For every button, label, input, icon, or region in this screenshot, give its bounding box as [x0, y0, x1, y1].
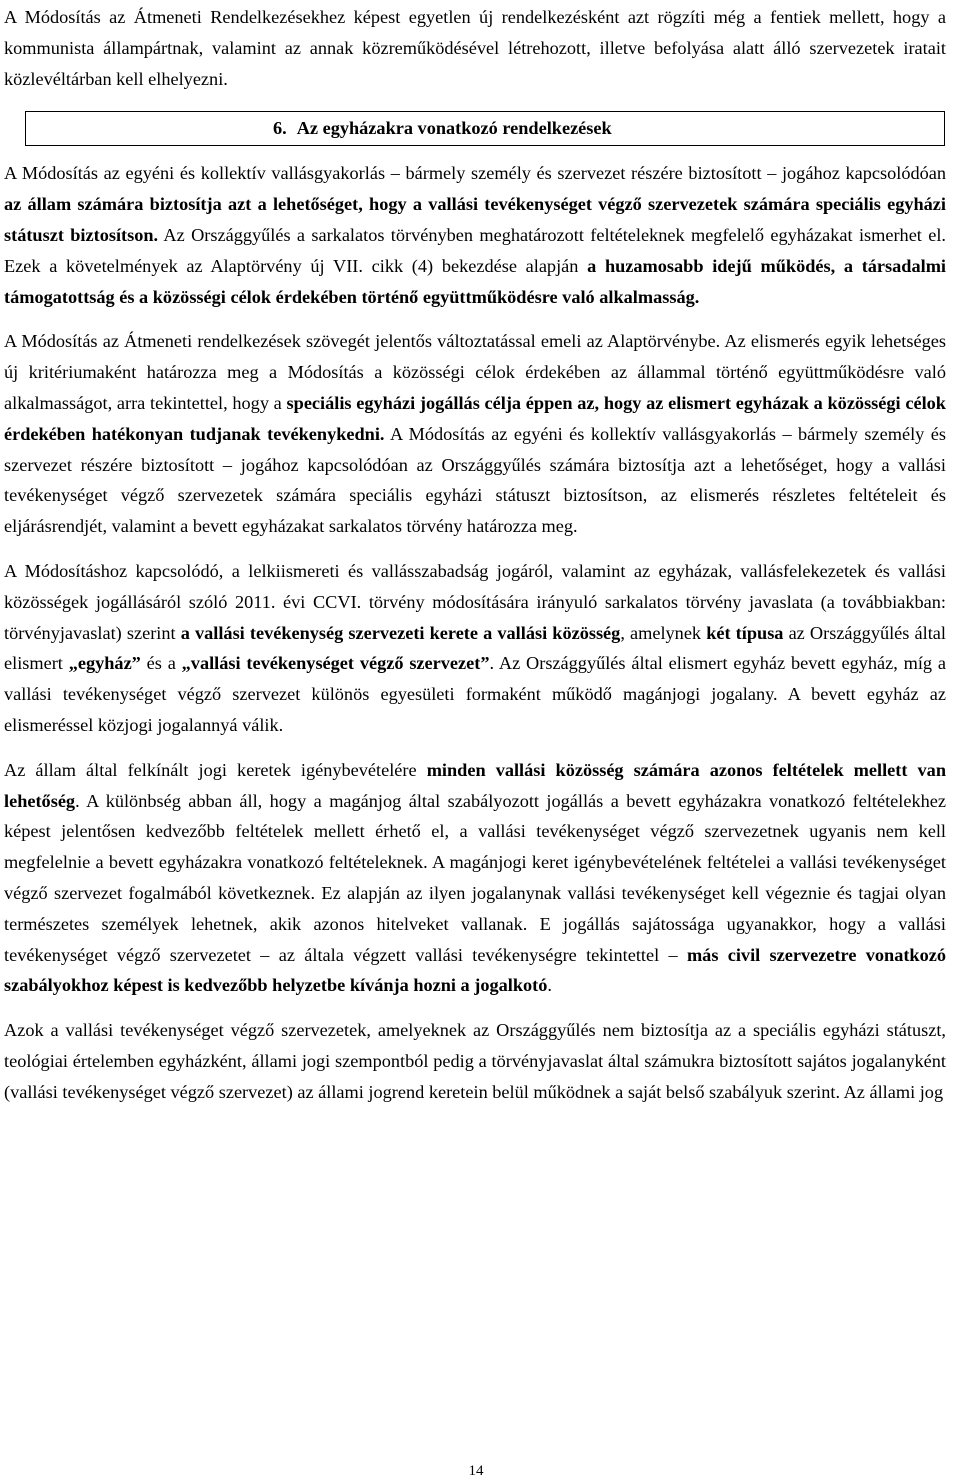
text-run: . A különbség abban áll, hogy a magánjog által szabályozott jogállás a bevett egyházakra vonatkozó feltételekhez képest jelentősen kedvezőbb feltételek mellett érhető el, a vallási tevékenységet végző szervezetnek ugyanis nem kell megfelelnie a bevett egyházakra vonatkozó feltételeknek. A magánjogi keret igénybevételének feltételei a vallási tevékenységet végző szervezet fogalmából következnek. Ez alapján az ilyen jogalanynak vallási tevékenységet kell végeznie és tagjai olyan természetes személyek lehetnek, akik azonos hitelveket vallanak. E jogállás sajátossága ugyanakkor, hogy a vallási tevékenységet végző szervezetet – az általa végzett vallási tevékenységre tekintettel – — [4, 790, 946, 965]
bold-text-run: minden vallási közösség számára azonos feltételek mellett van lehetőség — [4, 759, 946, 811]
page-number: 14 — [468, 1463, 484, 1479]
paragraph-4 — [4, 755, 946, 1001]
text-run: és a — [140, 653, 182, 674]
bold-text-run: „egyház” — [68, 653, 141, 674]
paragraph-1 — [4, 158, 946, 312]
text-run: az Országgyűlés által elismert — [4, 622, 946, 674]
bold-text-run: más civil szervezetre vonatkozó szabályokhoz képest is kedvezőbb helyzetbe kívánja hozni a jogalkotó — [4, 944, 946, 996]
text-run: Az állam által felkínált jogi keretek igénybevételére — [4, 759, 427, 780]
bold-text-run: speciális egyházi jogállás célja éppen az, hogy az elismert egyházak a közösségi célok érdekében hatékonyan tudjanak tevékenykedni. — [4, 392, 946, 444]
text-run: . — [547, 975, 552, 996]
paragraph-3 — [4, 556, 946, 741]
section-title: Az egyházakra vonatkozó rendelkezések — [296, 118, 612, 139]
text-run: , amelynek — [620, 622, 707, 643]
text-run: . Az Országgyűlés által elismert egyház bevett egyház, míg a vallási tevékenységet végző szervezet különös egyesületi formaként működő magánjogi jogalany. A bevett egyház az elismeréssel közjogi jogalannyá válik. — [4, 653, 946, 735]
section-number: 6. — [273, 118, 287, 139]
bold-text-run: a huzamosabb idejű működés, a társadalmi támogatottság és a közösségi célok érdekében történő együttműködésre való alkalmasság. — [4, 255, 946, 307]
text-run: A Módosítás az Átmeneti rendelkezések szövegét jelentős változtatással emeli az Alaptörvénybe. Az elismerés egyik lehetséges új kritériumaként határozza meg a Módosítás a közösségi célok érdekében az állammal történő együttműködésre való alkalmasságot, arra tekintettel, hogy a — [4, 331, 946, 413]
section-heading — [25, 111, 945, 146]
text-run: A Módosítás az egyéni és kollektív vallásgyakorlás – bármely személy és szervezet részére biztosított – jogához kapcsolódóan az Országgyűlés számára biztosítja azt a lehetőséget, hogy a vallási tevékenységet végző szervezetek számára speciális egyházi státuszt biztosítson, az elismerés részletes feltételeit és eljárásrendjét, valamint a bevett egyházakat sarkalatos törvény határozza meg. — [4, 423, 946, 537]
paragraph-5: Azok a vallási tevékenységet végző szervezetek, amelyeknek az Országgyűlés nem biztosítja az a speciális egyházi státuszt, teológiai értelemben egyházként, állami jogi szempontból pedig a törvényjavaslat által számukra biztosított sajátos jogalanyként (vallási tevékenységet végző szervezet) az állami jogrend keretein belül működnek a saját belső szabályuk szerint. Az állami jog — [4, 1020, 946, 1102]
text-run: A Módosításhoz kapcsolódó, a lelkiismereti és vallásszabadság jogáról, valamint az egyházak, vallásfelekezetek és vallási közösségek jogállásáról szóló 2011. évi CCVI. törvény módosítására irányuló sarkalatos törvény javaslata (a továbbiakban: törvényjavaslat) szerint — [4, 560, 946, 643]
text-run: Az Országgyűlés a sarkalatos törvényben meghatározott feltételeknek megfelelő egyházakat ismerhet el. Ezek a követelmények az Alaptörvény új VII. cikk (4) bekezdése alapján — [4, 224, 946, 276]
paragraph-2 — [4, 326, 946, 542]
bold-text-run: két típusa — [706, 622, 784, 643]
document-page — [4, 0, 946, 1108]
intro-paragraph: A Módosítás az Átmeneti Rendelkezésekhez képest egyetlen új rendelkezésként azt rögzíti még a fentiek mellett, hogy a kommunista állampártnak, valamint az annak közreműködésével létrehozott, illetve befolyása alatt álló szervezetek iratait közlevéltárban kell elhelyezni. — [4, 7, 946, 89]
bold-text-run: „vallási tevékenységet végző szervezet” — [181, 653, 490, 674]
bold-text-run: az állam számára biztosítja azt a lehetőséget, hogy a vallási tevékenységet végző szervezetek számára speciális egyházi státuszt biztosítson. — [4, 194, 946, 245]
bold-text-run: a vallási tevékenység szervezeti kerete a vallási közösség — [180, 622, 621, 643]
text-run: A Módosítás az egyéni és kollektív vallásgyakorlás – bármely személy és szervezet részére biztosított – jogához kapcsolódóan — [4, 163, 946, 184]
